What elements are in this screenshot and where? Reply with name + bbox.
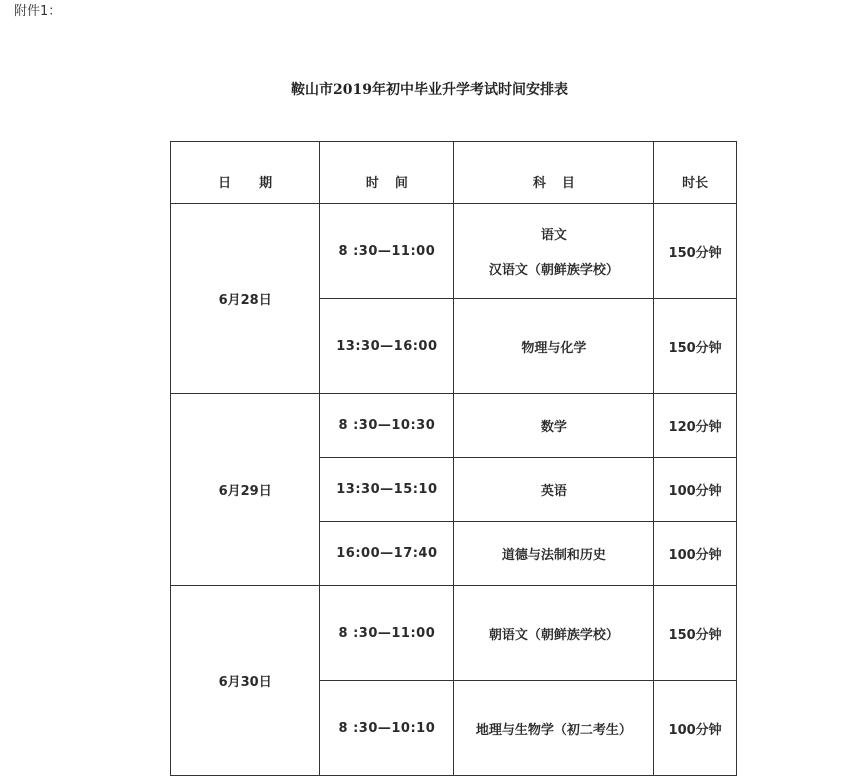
- header-date: [171, 142, 320, 204]
- time-cell: 8 :30—11:00: [320, 586, 454, 681]
- table-row: [171, 586, 737, 681]
- exam-schedule-table: [170, 141, 737, 776]
- subject-cell: [454, 204, 654, 299]
- subject-cell: [454, 458, 654, 522]
- time-cell: 13:30—15:10: [320, 458, 454, 522]
- header-time-label: 时间: [365, 176, 424, 191]
- duration-cell: 100分钟: [654, 458, 737, 522]
- time-cell: 16:00—17:40: [320, 522, 454, 586]
- time-cell: 13:30—16:00: [320, 299, 454, 394]
- header-subject: [454, 142, 654, 204]
- date-cell: 6月28日: [171, 204, 320, 394]
- header-duration: [654, 142, 737, 204]
- duration-cell: 150分钟: [654, 299, 737, 394]
- subject-line: 数学: [540, 420, 567, 435]
- table-row: [171, 204, 737, 299]
- time-cell: 8 :30—10:30: [320, 394, 454, 458]
- duration-cell: 150分钟: [654, 204, 737, 299]
- header-subject-label: 科目: [532, 176, 591, 191]
- duration-cell: 150分钟: [654, 586, 737, 681]
- document-title: 鞍山市2019年初中毕业升学考试时间安排表: [291, 82, 568, 98]
- attachment-label: 附件1：: [14, 4, 62, 19]
- duration-cell: 120分钟: [654, 394, 737, 458]
- date-cell: 6月30日: [171, 586, 320, 776]
- subject-cell: [454, 586, 654, 681]
- time-cell: 8 :30—11:00: [320, 204, 454, 299]
- date-cell: 6月29日: [171, 394, 320, 586]
- table-row: [171, 394, 737, 458]
- subject-cell: [454, 681, 654, 776]
- subject-line: 语文: [540, 228, 567, 243]
- subject-line: 朝语文（朝鲜族学校）: [488, 627, 619, 643]
- time-cell: 8 :30—10:10: [320, 681, 454, 776]
- subject-line: 物理与化学: [521, 340, 587, 356]
- subject-cell: [454, 522, 654, 586]
- subject-cell: [454, 299, 654, 394]
- subject-cell: [454, 394, 654, 458]
- duration-cell: 100分钟: [654, 681, 737, 776]
- subject-line: 道德与法制和历史: [501, 548, 606, 563]
- header-time: [320, 142, 454, 204]
- header-duration-label: 时长: [682, 176, 709, 191]
- duration-cell: 100分钟: [654, 522, 737, 586]
- subject-line: 英语: [540, 484, 567, 499]
- header-date-label: 日期: [218, 176, 301, 191]
- subject-line: 地理与生物学（初二考生）: [475, 722, 632, 738]
- subject-line: 汉语文（朝鲜族学校）: [488, 263, 619, 278]
- header-row: [171, 142, 737, 204]
